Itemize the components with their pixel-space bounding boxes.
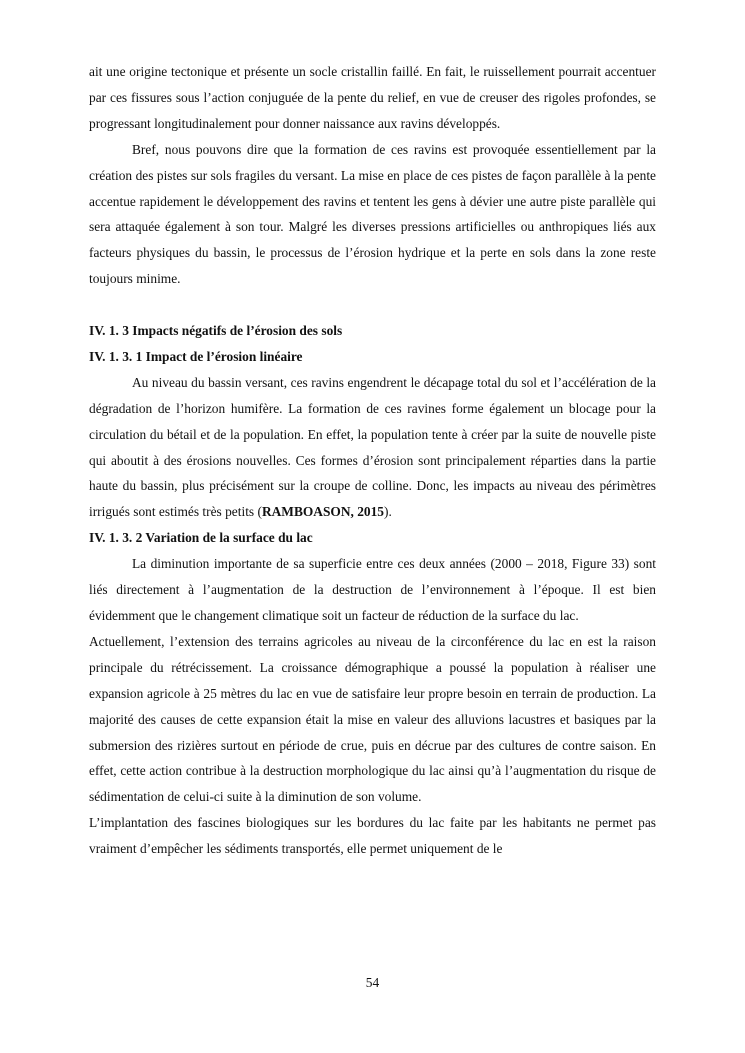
citation-close: ).: [383, 504, 392, 520]
paragraph-bassin-versant-text: Au niveau du bassin versant, ces ravins engendrent le décapage total du sol et l’accélération de la dégradation de l’horizon humifère. La formation de ces ravines forme également un blocage pour la circulation du bétail et de la population. En effet, la population tente à créer par la suite de nouvelle piste qui aboutit à des érosions nouvelles. Ces formes d’érosion sont principalement réparties dans la partie haute du bassin, plus précisément sur la croupe de colline. Donc, les impacts au niveau des périmètres irrigués sont estimés très petits: [89, 374, 656, 520]
blank-line: [89, 292, 656, 318]
paragraph-fascines: L’implantation des fascines biologiques sur les bordures du lac faite par les habitants ne permet pas vraiment d’empêcher les sédiments transportés, elle permet uniquement de le: [89, 815, 656, 857]
paragraph-tectonic-origin: ait une origine tectonique et présente un socle cristallin faillé. En fait, le ruissellement pourrait accentuer par ces fissures sous l’action conjuguée de la pente du relief, en vue de creuser des rigoles profondes, se progressant longitudinalement pour donner naissance aux ravins développés.: [89, 64, 656, 131]
citation-ramboason: RAMBOASON, 2015: [261, 504, 384, 520]
citation-open: (: [257, 504, 262, 520]
heading-variation-surface-lac: IV. 1. 3. 2 Variation de la surface du lac: [89, 530, 313, 546]
paragraph-bassin-versant: [89, 370, 656, 525]
paragraph-diminution-superficie: La diminution importante de sa superficie entre ces deux années (2000 – 2018, Figure 33) sont liés directement à l’augmentation de la destruction de l’environnement à l’époque. Il est bien évidemment que le changement climatique soit un facteur de réduction de la surface du lac.: [89, 556, 656, 624]
body-text: [89, 59, 656, 862]
paragraph-ravin-formation: Bref, nous pouvons dire que la formation de ces ravins est provoquée essentiellement par la création des pistes sur sols fragiles du versant. La mise en place de ces pistes de façon parallèle à la pente accentue rapidement le développement des ravins et tentent les gens à dévier une autre piste parallèle qui sera attaquée également à son tour. Malgré les diverses pressions artificielles ou anthropiques liés aux facteurs physiques du bassin, le processus de l’érosion hydrique et la perte en sols dans la zone reste toujours minime.: [89, 141, 656, 287]
page-number: 54: [365, 975, 380, 990]
paragraph-extension-terrains: Actuellement, l’extension des terrains agricoles au niveau de la circonférence du lac en est la raison principale du rétrécissement. La croissance démographique a poussé la population à réaliser une expansion agricole à 25 mètres du lac en vue de satisfaire leur propre besoin en terrain de production. La majorité des causes de cette expansion était la mise en valeur des alluvions lacustres et basiques par la submersion des rizières surtout en période de crue, puis en décrue par des cultures de contre saison. En effet, cette action contribue à la destruction morphologique du lac ainsi qu’à l’augmentation du risque de sédimentation de celui-ci suite à la diminution de son volume.: [89, 633, 656, 805]
heading-erosion-lineaire: IV. 1. 3. 1 Impact de l’érosion linéaire: [89, 348, 303, 364]
heading-impacts-erosion: IV. 1. 3 Impacts négatifs de l’érosion des sols: [89, 323, 343, 339]
